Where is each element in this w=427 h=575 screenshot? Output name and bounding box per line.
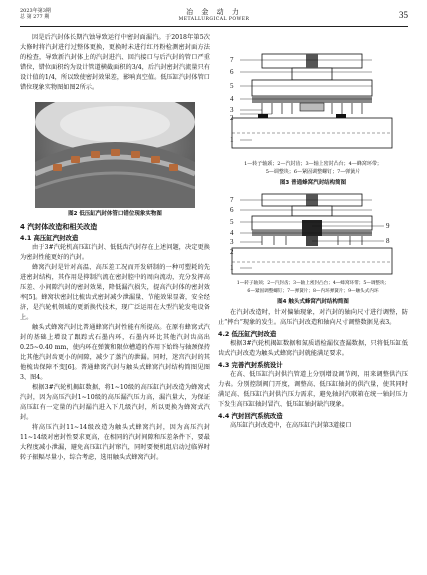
section-4-3-paragraph: 在高、低压缸汽封供汽管道上分别增设调节阀，用来调整供汽压力表。分别控制阀门开度，调整高、低压缸轴封的供汽量，使其同时满足高、低压缸汽封供汽压力需求，避免轴封汽联箱在统一轴封压力下发生高压缸轴封冒汽、低压缸轴封缺汽现象。 [218, 371, 408, 408]
right-column [218, 308, 408, 431]
section-4-2-paragraph: 根据3#汽轮机揭缸数据和氮质谱检漏仪查漏数据，只将低压缸低齿式汽封改造为触头式蜂窝汽封就能满足要求。 [218, 340, 408, 357]
fig4-label-8: 8 [386, 237, 390, 245]
left-column [20, 33, 210, 463]
figure-3-legend [218, 160, 408, 176]
fig4-label-4: 4 [230, 229, 234, 237]
fig4-legend-line2: 6—紧固调整螺钉；7—弹簧片；8—内环弹簧片；9—触头式内环 [247, 289, 379, 294]
section-4-1-paragraph-1: 由于3#汽轮机高压缸汽封、低低齿汽封存在上述问题，决定更换为密封性能更好的汽封。 [20, 244, 210, 261]
fig4-label-3: 3 [230, 238, 234, 246]
figure-2-photo [35, 102, 195, 208]
figure-3-caption: 图3 普通蜂窝汽封结构简图 [279, 180, 347, 186]
fig4-legend-line1: 1—转子轴颈；2—汽封齿；3—轴上密封凸台；4—蜂窝环带；5—调整块； [236, 281, 390, 286]
figure-4-legend [214, 280, 412, 296]
section-4-1-paragraph-3: 触头式蜂窝汽封比普通蜂窝汽封性能有所提高。在原有蜂窝式汽封的基础上增设了跟踪式石墨内环，石墨内环比其他汽封齿高出0.25~0.40 mm，使内环在弹簧和限位槽道的作用下始终与轴颈保持比其他汽封齿更小的间隙，减少了蒸汽的泄漏。同时，迷宫汽封的其他梳齿保障不变[6]。普通蜂窝汽封与触头式蜂窝汽封结构简图见图3、图4。 [20, 324, 210, 381]
fig4-label-9: 9 [386, 222, 390, 230]
issue-line-1: 2023年第3期 [20, 8, 51, 14]
fig4-label-2: 2 [230, 248, 234, 256]
running-header [20, 6, 408, 27]
section-4-1-paragraph-4: 根据3#汽轮机揭缸数据，将1~10级的高压缸汽封改造为蜂窝式汽封，因为高压汽封1~10级的高压漏汽压力高，漏汽量大，为保证高压缸有一定量的汽封漏汽进入下几级汽封，所以更换为蜂窝式汽封。 [20, 384, 210, 421]
fig3-label-4: 4 [230, 95, 234, 103]
section-4-1-paragraph-5: 将高压汽封11~14级改造为触头式蜂窝汽封，因为高压汽封11~14级对密封性要求更高，在相同的汽封间隙和压差条件下，要最大程度减小泄漏，避免高压缸汽封窜汽，同时要便机组启动过临界时转子振幅尽量小，综合考虑，选用触头式蜂窝汽封。 [20, 424, 210, 461]
fig3-label-1: 1 [230, 136, 234, 144]
section-4-4-title: 4.4 汽封回汽系统改造 [218, 412, 283, 420]
fig3-legend-line1: 1—转子轴颈；2—汽封齿；3—轴上密封凸台；4—蜂窝环带； [244, 161, 382, 167]
fig4-label-7: 7 [230, 196, 234, 204]
fig3-legend-line2: 5—调整块；6—紧固调整螺钉；7—弹簧片 [265, 169, 361, 175]
fig3-label-3: 3 [230, 106, 234, 114]
journal-title-en: METALLURGICAL POWER [178, 17, 250, 22]
issue-line-2: 总 第 277 期 [20, 14, 50, 20]
section-4-3-title: 4.3 完善汽封系统设计 [218, 361, 283, 369]
fig4-label-5: 5 [230, 218, 234, 226]
right-paragraph-1: 在汽封改造时，针对偏轴现象，对汽封的轴向尺寸进行调整，防止“摔台”现象的发生。高压汽封改造和轴向尺寸调整数据见表3。 [218, 309, 408, 326]
fig4-label-6: 6 [230, 206, 234, 214]
journal-title [20, 7, 408, 22]
fig3-label-5: 5 [230, 82, 234, 90]
section-4-title: 4 汽封体改造和相关改造 [20, 223, 98, 231]
journal-title-cn: 冶 金 动 力 [186, 8, 242, 16]
fig4-label-1: 1 [230, 264, 234, 272]
section-4-4-paragraph: 高压缸汽封改造中，在高压缸汽封第3道接口 [230, 422, 352, 429]
page-number: 35 [399, 10, 408, 20]
figure-2-caption: 图2 低压缸汽封体管口错位现象实物图 [68, 211, 162, 217]
intro-paragraph: 因是后汽封体长期汽蚀导致运行中密封面漏汽。于2018年第5次大修时将汽封进行过整体更换，更换时未进行红丹粉检测密封面方法的检查，导致新汽封体上的汽封进汽、回汽接口与后汽封的管口严重错位，错位面积约为设计管道横截面积的3/4，后汽封密封汽流量只有设计值的1/4，所以致使密封效果差，影响真空值。低压缸汽封体管口错位现象实物图如图2所示。 [20, 34, 210, 91]
section-4-1-title: 4.1 高压缸汽封改造 [20, 234, 79, 242]
figure-4-diagram [222, 190, 400, 278]
figure-3-diagram [222, 48, 400, 158]
section-4-2-title: 4.2 低压缸汽封改造 [218, 330, 277, 338]
fig3-label-2: 2 [230, 114, 234, 122]
figure-4-caption: 图4 触头式蜂窝汽封结构简图 [277, 299, 349, 305]
section-4-1-paragraph-2: 蜂窝汽封是针对高温、高压差工况而开发研制的一种可塑耗的先进密封结构，其作用是抑制汽流在密封腔中的周向流动，充分发挥高压差、小间隙汽封的密封效果，降低漏汽损失，提高汽封体的密封效率[5]。蜂窝状密封比梳齿式密封减少泄漏量、节能效果显著，安全经济，是汽轮机领域的更新换代技术，现广泛运用在大型汽轮发电设备上。 [20, 264, 210, 321]
fig3-label-6: 6 [230, 68, 234, 76]
fig3-label-7: 7 [230, 56, 234, 64]
